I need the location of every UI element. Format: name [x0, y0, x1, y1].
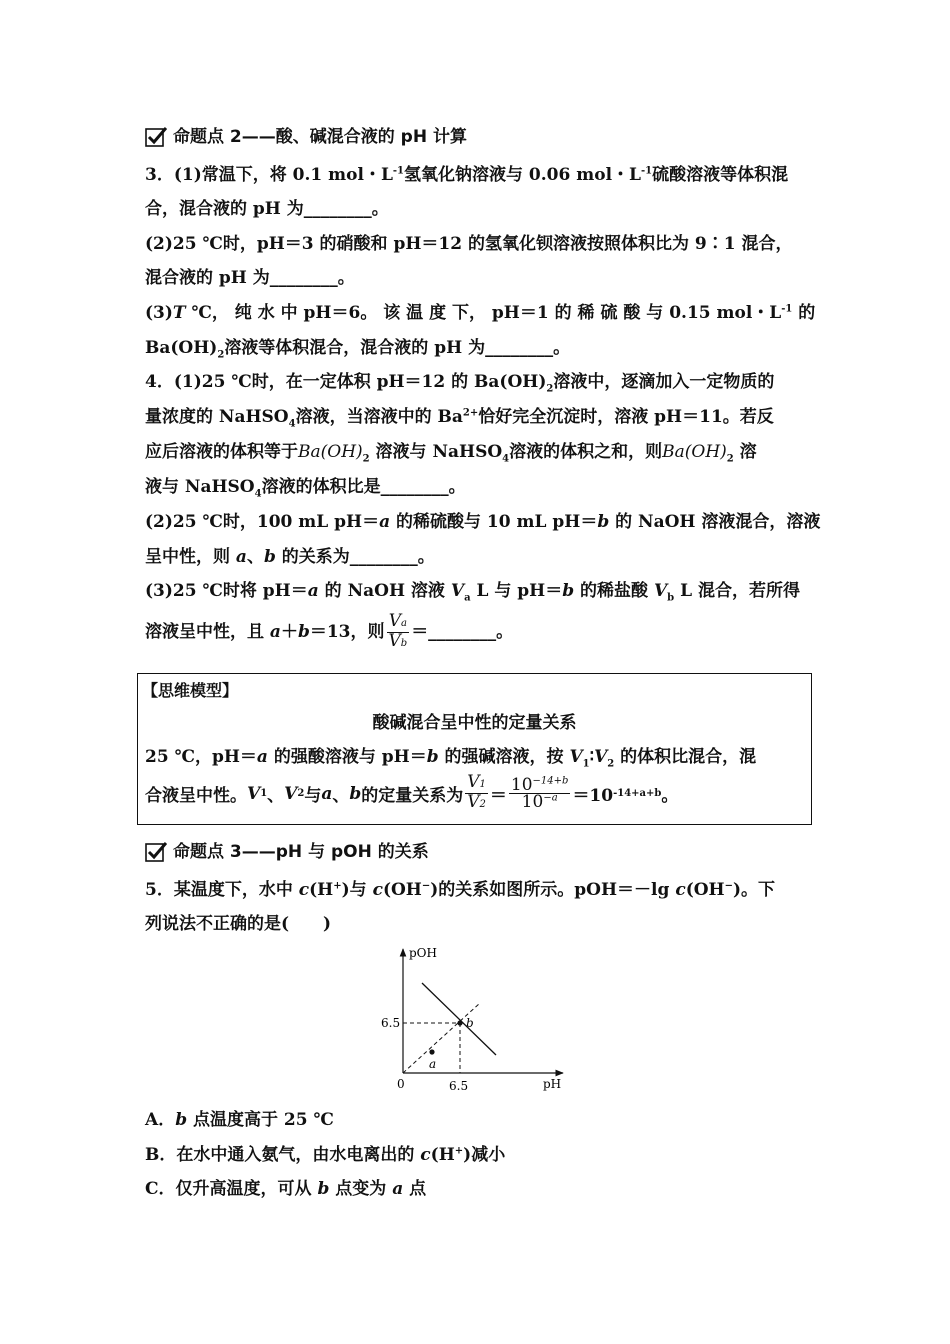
- heading-label: 命题点 3: [173, 842, 242, 862]
- x-tick-label: 6.5: [449, 1079, 469, 1093]
- q5-line-1: 5．某温度下，水中 c(H+)与 c(OH−)的关系如图所示。pOH＝－lg c(OH−)。下: [145, 880, 776, 900]
- fraction-va-vb: $\frac{Va}{Vb}$: [388, 611, 408, 651]
- q3-line-5: (3)T ℃， 纯 水 中 pH＝6。 该 温 度 下， pH＝1 的 稀 硫 酸 与 0.15 mol・$L^{-1}$ 的: [145, 303, 816, 323]
- q4-line-5: (2)25 ℃时，100 mL pH＝a 的稀硫酸与 10 mL pH＝b 的 NaOH 溶液混合，溶液: [145, 512, 821, 532]
- box-line-1: 25 ℃，pH＝a 的强酸溶液与 pH＝b 的强碱溶液，按 $V_1∶V_2$ 的体积比混合，混: [145, 747, 757, 770]
- box-tag: 【思维模型】: [142, 681, 239, 700]
- point-a: [429, 1049, 434, 1054]
- section-heading-3: [145, 840, 429, 864]
- q3-line-4: 混合液的 pH 为________。: [145, 268, 355, 288]
- q5-line-2: 列说法不正确的是( ): [145, 914, 332, 934]
- q4-line-2: 量浓度的 NaHSO$_4$溶液，当溶液中的 $Ba^{2+}$恰好完全沉淀时，溶液 pH＝11。若反: [145, 407, 774, 430]
- kw-line: [422, 983, 496, 1055]
- q4-line-6: 呈中性，则 a、b 的关系为________。: [145, 547, 435, 567]
- box-line-2: 合液呈中性。 V 1 、 V 2 与 a 、 b 的定量关系为 $\frac{V1}{V2}$ ＝ $\frac{10^{-14+b}}{10^{-a}}$ ＝10 -14+a+b 。: [145, 772, 679, 812]
- heading-label: 命题点 2: [173, 127, 242, 147]
- option-c: C．仅升高温度，可从 b 点变为 a 点: [145, 1179, 427, 1199]
- checkbox-checked-icon: [145, 126, 167, 148]
- section-heading-2: [145, 125, 467, 149]
- q4-line-8: 溶液呈中性，且 a＋b＝13，则 $\frac{Va}{Vb}$ ＝________。: [145, 611, 514, 651]
- q3-line-2: 合，混合液的 pH 为________。: [145, 199, 389, 219]
- q3-line-3: (2)25 ℃时，pH＝3 的硝酸和 pH＝12 的氢氧化钡溶液按照体积比为 9∶1 混合，: [145, 234, 793, 254]
- y-axis-label: pOH: [409, 946, 437, 960]
- q4-line-4: 液与 NaHSO$_4$溶液的体积比是________。: [145, 477, 466, 500]
- checkbox-checked-icon: [145, 841, 167, 863]
- x-axis-label: pH: [543, 1077, 562, 1091]
- heading-dash: ——: [241, 127, 276, 147]
- q4-line-3: 应后溶液的体积等于$Ba(OH)_2$ 溶液与 NaHSO$_4$溶液的体积之和，则$Ba(OH)_2$ 溶: [145, 442, 757, 465]
- q4-line-7: (3)25 ℃时将 pH＝a 的 NaOH 溶液 $V_a$ L 与 pH＝b 的稀盐酸 $V_b$ L 混合，若所得: [145, 581, 800, 604]
- heading-title: 酸、碱混合液的 pH 计算: [275, 127, 467, 147]
- point-b: [457, 1020, 462, 1025]
- option-b: B．在水中通入氨气，由水电离出的 c(H+)减小: [145, 1145, 506, 1165]
- fraction-v1-v2: $\frac{V1}{V2}$: [467, 772, 486, 812]
- y-tick-label: 6.5: [381, 1016, 401, 1030]
- box-title: 酸碱混合呈中性的定量关系: [372, 713, 577, 733]
- q3-line-1: 3．(1)常温下，将 0.1 mol・$L^{-1}$氢氧化钠溶液与 0.06 mol・$L^{-1}$硫酸溶液等体积混: [145, 165, 789, 185]
- dashed-diagonal: [403, 1003, 480, 1073]
- poh-ph-graph: [375, 943, 575, 1095]
- q3-line-6: $Ba(OH)_2$溶液等体积混合，混合液的 pH 为________。: [145, 338, 571, 361]
- option-a: A．b 点温度高于 25 ℃: [145, 1110, 334, 1130]
- point-b-label: b: [466, 1016, 474, 1030]
- heading-dash: ——: [241, 842, 276, 862]
- q4-line-1: 4．(1)25 ℃时，在一定体积 pH＝12 的 $Ba(OH)_2$溶液中，逐滴加入一定物质的: [145, 372, 775, 395]
- origin-label: 0: [397, 1077, 405, 1091]
- fraction-power: $\frac{10^{-14+b}}{10^{-a}}$: [510, 775, 569, 812]
- thinking-model-box: [137, 673, 812, 825]
- heading-title: pH 与 pOH 的关系: [275, 842, 429, 862]
- point-a-label: a: [429, 1057, 437, 1071]
